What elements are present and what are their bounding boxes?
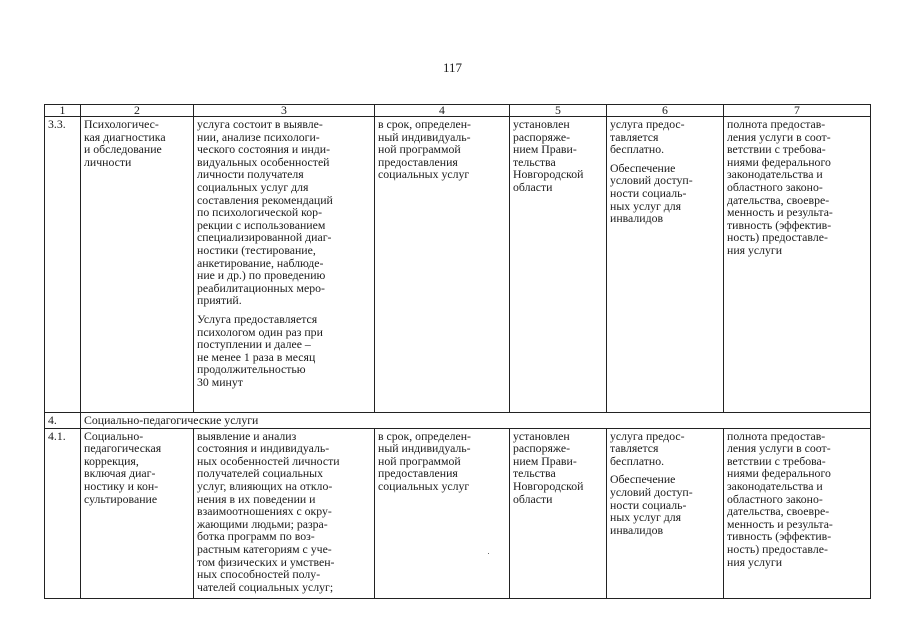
service-term bbox=[375, 117, 510, 413]
service-name bbox=[81, 117, 194, 413]
conditions-paragraph: Обеспечение условий доступ- ности социаль- ных услуг для инвалидов bbox=[610, 160, 693, 226]
row-number: 3.3. bbox=[45, 117, 81, 413]
description-paragraph: Услуга предоставляется психологом один раз при поступлении и далее – не менее 1 раза в месяц продолжительностью 30 минут bbox=[197, 311, 323, 389]
description-paragraph: услуга состоит в выявле- нии, анализе психологи- ческого состояния и инди- видуальных особенностей личности получателя социальных услуг для составления рекомендаций по психологической кор- рекции с использованием специализированной диаг- ностики (тестирование, анкетирование, наблюде- ние и др.) по проведению реабилитационных меро- приятий. bbox=[197, 117, 333, 308]
section-number: 4. bbox=[45, 413, 81, 429]
service-name bbox=[81, 428, 194, 598]
service-term bbox=[375, 428, 510, 598]
service-name-text: Социально- педагогическая коррекция, включая диаг- ностику и кон- сультирование bbox=[84, 428, 162, 506]
service-conditions bbox=[607, 117, 724, 413]
conditions-paragraph: услуга предос- тавляется бесплатно. bbox=[610, 428, 685, 468]
service-description bbox=[194, 117, 375, 413]
description-paragraph: выявление и анализ состояния и индивидуаль- ных особенностей личности получателей социальных услуг, влияющих на откло- нения в их поведении и взаимоотношениях с окру- жающими людьми; разра- ботка программ по воз- растным категориям с уче- том физических и умствен- ных способностей полу- чателей социальных услуг; bbox=[197, 428, 340, 594]
section-row bbox=[45, 413, 871, 429]
service-established bbox=[510, 117, 607, 413]
service-criteria bbox=[724, 117, 871, 413]
scan-speck bbox=[488, 553, 489, 554]
criteria-text: полнота предостав- ления услуги в соот- ветствии с требова- ниями федерального законодательства и областного законо- дательства, своевре- менность и результа- тивность (эффектив- ность) предоставле- ния услуги bbox=[727, 428, 833, 569]
table-row bbox=[45, 117, 871, 413]
conditions-paragraph: Обеспечение условий доступ- ности социаль- ных услуг для инвалидов bbox=[610, 472, 693, 537]
table-row bbox=[45, 428, 871, 598]
column-number: 6 bbox=[607, 105, 724, 117]
service-description bbox=[194, 428, 375, 598]
service-criteria bbox=[724, 428, 871, 598]
service-established bbox=[510, 428, 607, 598]
service-conditions bbox=[607, 428, 724, 598]
column-number: 5 bbox=[510, 105, 607, 117]
page-number: 117 bbox=[442, 60, 463, 75]
term-text: в срок, определен- ный индивидуаль- ной программой предоставления социальных услуг bbox=[378, 428, 471, 493]
column-number: 2 bbox=[81, 105, 194, 117]
conditions-paragraph: услуга предос- тавляется бесплатно. bbox=[610, 117, 685, 157]
established-text: установлен распоряже- нием Прави- тельства Новгородской области bbox=[513, 428, 584, 506]
column-number: 7 bbox=[724, 105, 871, 117]
column-number: 1 bbox=[45, 105, 81, 117]
column-number: 3 bbox=[194, 105, 375, 117]
services-table bbox=[44, 104, 871, 599]
column-number: 4 bbox=[375, 105, 510, 117]
section-title: Социально-педагогические услуги bbox=[81, 413, 871, 429]
established-text: установлен распоряже- нием Прави- тельства Новгородской области bbox=[513, 117, 584, 194]
term-text: в срок, определен- ный индивидуаль- ной программой предоставления социальных услуг bbox=[378, 117, 471, 182]
service-name-text: Психологичес- кая диагностика и обследование личности bbox=[84, 117, 166, 169]
row-number: 4.1. bbox=[45, 428, 81, 598]
column-number-row bbox=[45, 105, 871, 117]
criteria-text: полнота предостав- ления услуги в соот- ветствии с требова- ниями федерального законодательства и областного законо- дательства, своевре- менность и результа- тивность (эффектив- ность) предоставле- ния услуги bbox=[727, 117, 833, 257]
